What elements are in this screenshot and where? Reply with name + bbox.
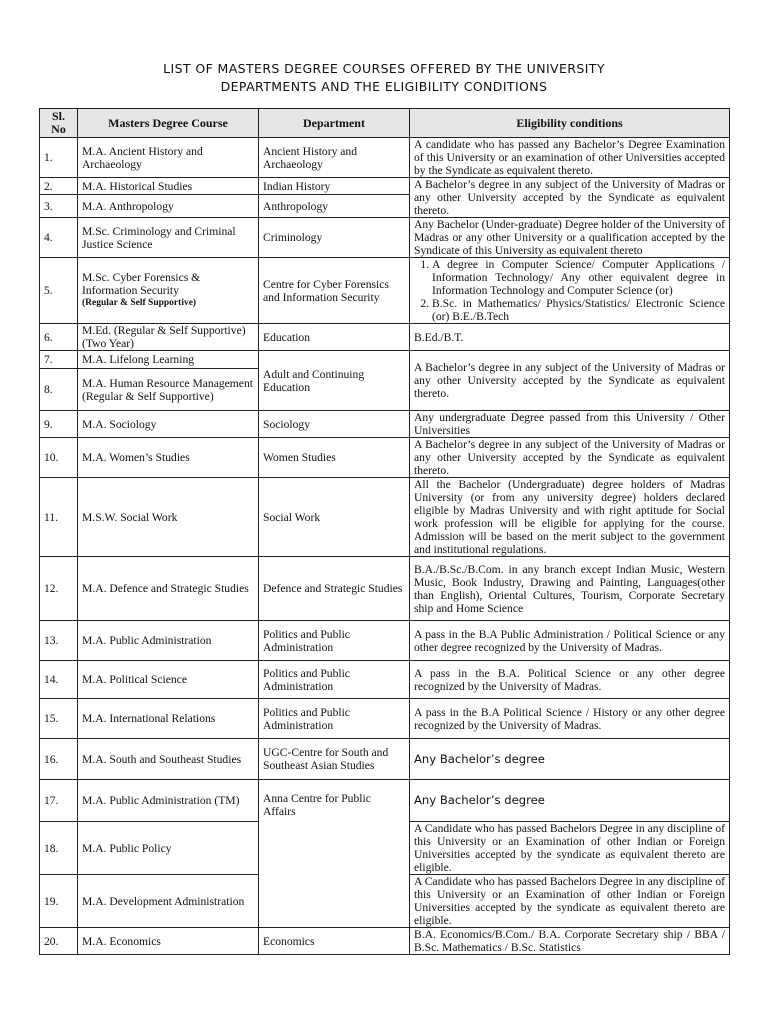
department-name: Social Work (259, 478, 410, 557)
eligibility-text: B.A./B.Sc./B.Com. in any branch except Indian Music, Western Music, Book Industry, Drawing and Painting, Languages(other than English), Oriental Cultures, Tourism, Corporate Secretary ship and Home Science (410, 557, 730, 621)
table-row (40, 780, 730, 822)
eligibility-item: 1. A degree in Computer Science/ Computer Applications / Information Technology/ Any other equivalent degree in Information Technology and Computer Science (or) (432, 258, 725, 297)
row-number: 19. (40, 875, 78, 928)
department-name: Indian History (259, 178, 410, 195)
eligibility-text: A candidate who has passed any Bachelor’s Degree Examination of this University or an examination of other Universities accepted by the Syndicate as equivalent thereto. (410, 138, 730, 178)
course-name-cell (78, 258, 259, 324)
department-name: Criminology (259, 218, 410, 258)
eligibility-text: A pass in the B.A. Political Science or any other degree recognized by the University of Madras. (410, 661, 730, 699)
course-name: M.S.W. Social Work (78, 478, 259, 557)
course-name: M.A. Human Resource Management (Regular & Self Supportive) (78, 369, 259, 411)
row-number: 9. (40, 411, 78, 438)
table-header-row (40, 109, 730, 138)
department-name: Defence and Strategic Studies (259, 557, 410, 621)
eligibility-list (414, 258, 725, 323)
course-name: M.A. Public Administration (78, 621, 259, 661)
table-row (40, 621, 730, 661)
title-line-2: DEPARTMENTS AND THE ELIGIBILITY CONDITIONS (220, 79, 548, 94)
row-number: 7. (40, 351, 78, 369)
course-name: M.A. Historical Studies (78, 178, 259, 195)
course-name: M.A. Public Policy (78, 822, 259, 875)
department-name: Economics (259, 928, 410, 955)
course-name: M.Sc. Cyber Forensics & Information Security (82, 271, 201, 297)
eligibility-text: A Bachelor’s degree in any subject of the University of Madras or any other University accepted by the Syndicate as equivalent thereto. (410, 178, 730, 218)
department-name: Women Studies (259, 438, 410, 478)
table-row (40, 478, 730, 557)
course-name: M.A. Development Administration (78, 875, 259, 928)
row-number: 6. (40, 324, 78, 351)
courses-table (39, 108, 730, 955)
department-name: Politics and Public Administration (259, 661, 410, 699)
row-number: 10. (40, 438, 78, 478)
table-row (40, 258, 730, 324)
department-name: Anna Centre for Public Affairs (259, 780, 410, 928)
table-row (40, 218, 730, 258)
department-name: Centre for Cyber Forensics and Information Security (259, 258, 410, 324)
course-name: M.A. Lifelong Learning (78, 351, 259, 369)
row-number: 4. (40, 218, 78, 258)
department-name: Politics and Public Administration (259, 621, 410, 661)
table-row (40, 739, 730, 780)
row-number: 12. (40, 557, 78, 621)
eligibility-text: B.Ed./B.T. (410, 324, 730, 351)
course-name: M.A. Women’s Studies (78, 438, 259, 478)
eligibility-text: A Candidate who has passed Bachelors Degree in any discipline of this University or an Examination of other Indian or Foreign Universities accepted by the syndicate as equivalent thereto are eligible. (410, 875, 730, 928)
eligibility-item: 2. B.Sc. in Mathematics/ Physics/Statistics/ Electronic Science (or) B.E./B.Tech (432, 297, 725, 323)
department-name: Education (259, 324, 410, 351)
course-name: M.A. Defence and Strategic Studies (78, 557, 259, 621)
department-name: Sociology (259, 411, 410, 438)
eligibility-text: Any Bachelor’s degree (410, 780, 730, 822)
course-name: M.A. Public Administration (TM) (78, 780, 259, 822)
eligibility-text: All the Bachelor (Undergraduate) degree holders of Madras University (or from any university degree) holders declared eligible by Madras University and with right aptitude for Social work profession will be eligible for applying for the course. Admission will be based on the merit subject to the government and institutional regulations. (410, 478, 730, 557)
row-number: 20. (40, 928, 78, 955)
table-row (40, 138, 730, 178)
row-number: 8. (40, 369, 78, 411)
header-eligibility: Eligibility conditions (410, 109, 730, 138)
course-name: M.Sc. Criminology and Criminal Justice Science (78, 218, 259, 258)
department-name: Anthropology (259, 195, 410, 218)
table-row (40, 928, 730, 955)
eligibility-text: Any Bachelor’s degree (410, 739, 730, 780)
department-name: UGC-Centre for South and Southeast Asian Studies (259, 739, 410, 780)
table-row (40, 351, 730, 369)
course-name: M.A. Ancient History and Archaeology (78, 138, 259, 178)
course-name: M.A. Sociology (78, 411, 259, 438)
header-course: Masters Degree Course (78, 109, 259, 138)
eligibility-text: A pass in the B.A Public Administration / Political Science or any other degree recognized by the University of Madras. (410, 621, 730, 661)
eligibility-text: Any undergraduate Degree passed from this University / Other Universities (410, 411, 730, 438)
eligibility-text: A Candidate who has passed Bachelors Degree in any discipline of this University or an Examination of other Indian or Foreign Universities accepted by the syndicate as equivalent thereto are eligible. (410, 822, 730, 875)
row-number: 2. (40, 178, 78, 195)
row-number: 17. (40, 780, 78, 822)
row-number: 16. (40, 739, 78, 780)
row-number: 1. (40, 138, 78, 178)
course-name: M.Ed. (Regular & Self Supportive) (Two Year) (78, 324, 259, 351)
course-name: M.A. South and Southeast Studies (78, 739, 259, 780)
row-number: 5. (40, 258, 78, 324)
course-name: M.A. International Relations (78, 699, 259, 739)
department-name: Adult and Continuing Education (259, 351, 410, 411)
table-row (40, 699, 730, 739)
course-name: M.A. Political Science (78, 661, 259, 699)
table-row (40, 661, 730, 699)
table-row (40, 178, 730, 195)
course-name: M.A. Anthropology (78, 195, 259, 218)
department-name: Ancient History and Archaeology (259, 138, 410, 178)
row-number: 11. (40, 478, 78, 557)
eligibility-text: Any Bachelor (Under-graduate) Degree holder of the University of Madras or any other University or a qualification accepted by the Syndicate of this University as equivalent thereto (410, 218, 730, 258)
course-note: (Regular & Self Supportive) (82, 298, 197, 308)
department-name: Politics and Public Administration (259, 699, 410, 739)
header-department: Department (259, 109, 410, 138)
eligibility-cell (410, 258, 730, 324)
table-row (40, 438, 730, 478)
table-row (40, 411, 730, 438)
row-number: 3. (40, 195, 78, 218)
course-name: M.A. Economics (78, 928, 259, 955)
table-row (40, 324, 730, 351)
row-number: 18. (40, 822, 78, 875)
table-row (40, 557, 730, 621)
title-line-1: LIST OF MASTERS DEGREE COURSES OFFERED BY THE UNIVERSITY (163, 61, 605, 76)
eligibility-text: B.A. Economics/B.Com./ B.A. Corporate Secretary ship / BBA / B.Sc. Mathematics / B.Sc. Statistics (410, 928, 730, 955)
page-title (0, 60, 768, 96)
eligibility-text: A Bachelor’s degree in any subject of the University of Madras or any other University accepted by the Syndicate as equivalent thereto. (410, 351, 730, 411)
eligibility-text: A Bachelor’s degree in any subject of the University of Madras or any other University accepted by the Syndicate as equivalent thereto. (410, 438, 730, 478)
row-number: 13. (40, 621, 78, 661)
header-sl-no: Sl. No (40, 109, 78, 138)
eligibility-text: A pass in the B.A Political Science / History or any other degree recognized by the University of Madras. (410, 699, 730, 739)
row-number: 14. (40, 661, 78, 699)
row-number: 15. (40, 699, 78, 739)
